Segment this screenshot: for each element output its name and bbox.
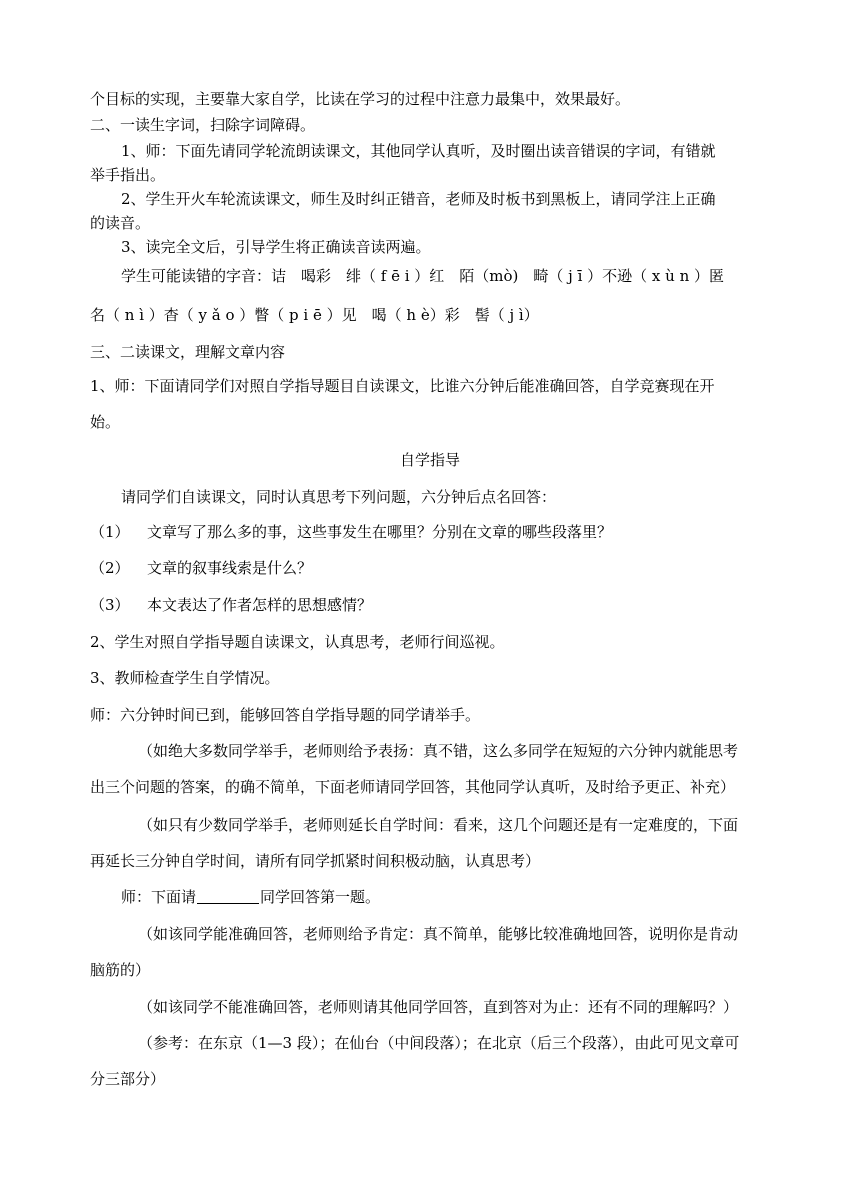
pronunciation-line-cont: 名（ n ì ）杳（ y ǎ o ）瞥（ p i ē ）见 喝（ h è）彩 髻（ j ì） xyxy=(90,306,539,324)
step-1-line-cont: 举手指出。 xyxy=(90,166,166,184)
step-3-line: 3、读完全文后，引导学生将正确读音读两遍。 xyxy=(121,238,431,256)
note-many-hands: （如绝大多数同学举手，老师则给予表扬：真不错，这么多同学在短短的六分钟内就能思考 xyxy=(138,742,739,760)
pronunciation-line: 学生可能读错的字音：诘 喝彩 绯（ f ē i ）红 陌（mò) 畸（ j ī ）不逊（ x ù n ）匿 xyxy=(121,267,725,285)
note-correct-answer-cont: 脑筋的） xyxy=(90,961,151,979)
section-heading-2: 二、一读生字词，扫除字词障碍。 xyxy=(90,116,316,134)
self-study-guide-title: 自学指导 xyxy=(399,451,460,469)
name-blank xyxy=(197,889,259,904)
note-correct-answer: （如该同学能准确回答，老师则给予肯定：真不简单，能够比较准确地回答，说明你是肯动 xyxy=(138,925,739,943)
part3-step-1-line-cont: 始。 xyxy=(90,413,121,431)
question-3: 本文表达了作者怎样的思想感情？ xyxy=(147,596,373,614)
question-1: 文章写了那么多的事，这些事发生在哪里？分别在文章的哪些段落里？ xyxy=(147,523,613,541)
part3-step-2-line: 2、学生对照自学指导题自读课文，认真思考，老师行间巡视。 xyxy=(90,633,505,651)
note-few-hands: （如只有少数同学举手，老师则延长自学时间：看来，这几个问题还是有一定难度的，下面 xyxy=(138,816,739,834)
section-heading-3: 三、二读课文，理解文章内容 xyxy=(90,343,286,361)
note-many-hands-cont: 出三个问题的答案，的确不简单，下面老师请同学回答，其他同学认真听，及时给予更正、补充） xyxy=(90,778,736,796)
question-1-number: （1） xyxy=(90,523,130,541)
reference-answer-cont: 分三部分） xyxy=(90,1070,166,1088)
part3-step-3-line: 3、教师检查学生自学情况。 xyxy=(90,669,280,687)
note-few-hands-cont: 再延长三分钟自学时间，请所有同学抓紧时间积极动脑，认真思考） xyxy=(90,852,541,870)
part3-step-1-line: 1、师：下面请同学们对照自学指导题目自读课文，比谁六分钟后能准确回答，自学竞赛现在开 xyxy=(90,377,715,395)
step-1-line: 1、师：下面先请同学轮流朗读课文，其他同学认真听，及时圈出读音错误的字词，有错就 xyxy=(121,142,716,160)
step-2-line-cont: 的读音。 xyxy=(90,214,151,232)
teacher-call-prefix: 师：下面请 xyxy=(121,888,197,906)
question-2: 文章的叙事线索是什么？ xyxy=(147,559,313,577)
teacher-line: 师：六分钟时间已到，能够回答自学指导题的同学请举手。 xyxy=(90,706,481,724)
reference-answer: （参考：在东京（1—3 段）；在仙台（中间段落）；在北京（后三个段落），由此可见文章可 xyxy=(138,1034,740,1052)
guide-intro: 请同学们自读课文，同时认真思考下列问题，六分钟后点名回答： xyxy=(121,488,557,506)
question-3-number: （3） xyxy=(90,596,130,614)
teacher-call-line xyxy=(121,887,380,907)
step-2-line: 2、学生开火车轮流读课文，师生及时纠正错音，老师及时板书到黑板上，请同学注上正确 xyxy=(121,190,716,208)
paragraph-line: 个目标的实现，主要靠大家自学，比读在学习的过程中注意力最集中，效果最好。 xyxy=(90,90,631,108)
note-incorrect-answer: （如该同学不能准确回答，老师则请其他同学回答，直到答对为止：还有不同的理解吗？） xyxy=(138,998,739,1016)
teacher-call-suffix: 同学回答第一题。 xyxy=(260,888,381,906)
question-2-number: （2） xyxy=(90,559,130,577)
